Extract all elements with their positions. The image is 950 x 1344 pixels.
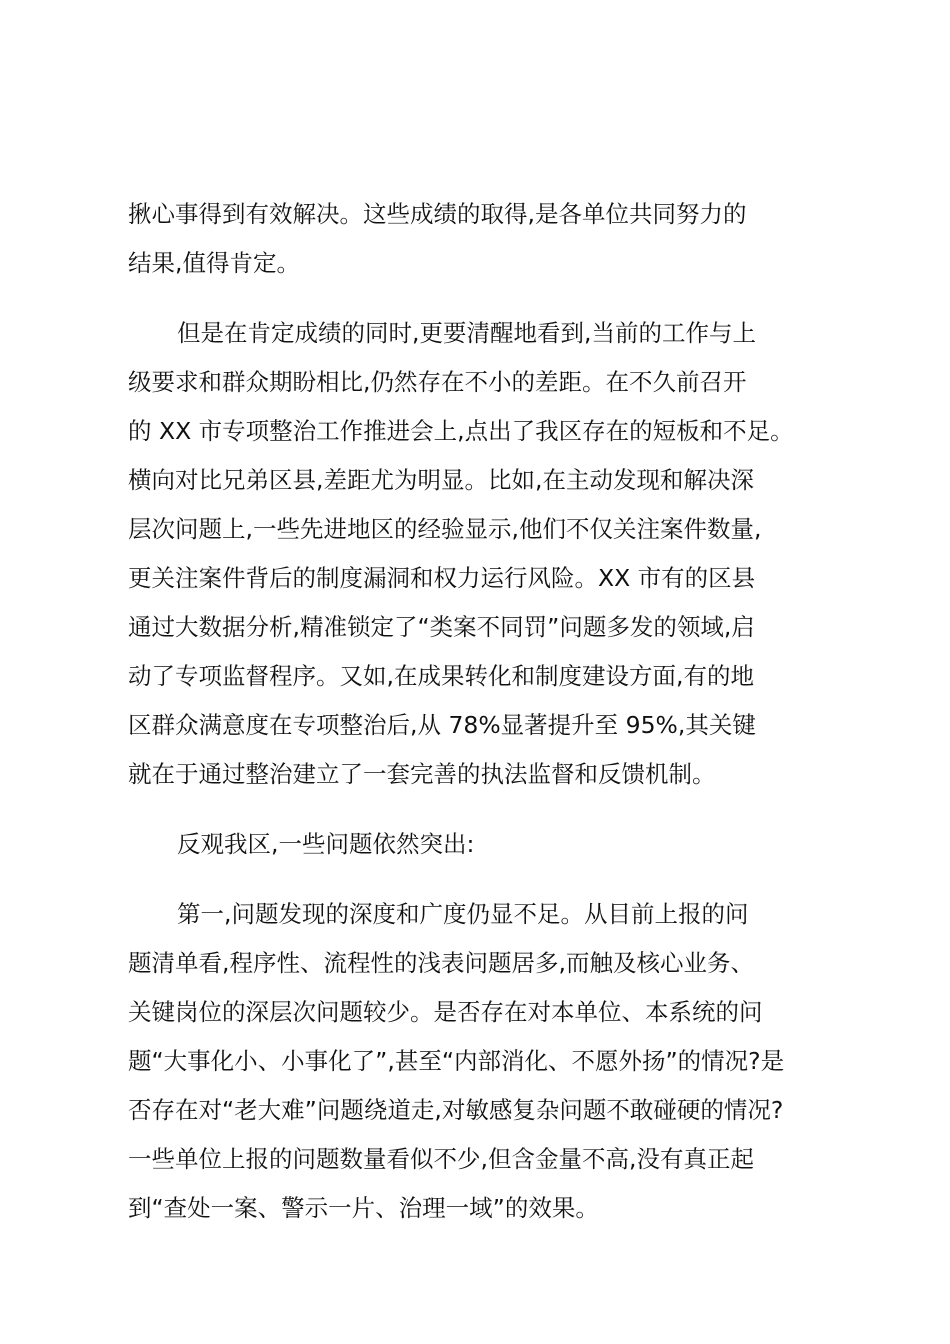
text-line: 横向对比兄弟区县,差距尤为明显。比如,在主动发现和解决深 <box>128 466 754 494</box>
text-line: 就在于通过整治建立了一套完善的执法监督和反馈机制。 <box>128 760 716 788</box>
document-body <box>128 190 838 1254</box>
paragraph-problems-intro <box>128 820 838 869</box>
text-line: 但是在肯定成绩的同时,更要清醒地看到,当前的工作与上 <box>177 319 756 347</box>
text-line: 关键岗位的深层次问题较少。是否存在对本单位、本系统的问 <box>128 998 763 1026</box>
text-line: 题清单看,程序性、流程性的浅表问题居多,而触及核心业务、 <box>128 949 754 977</box>
paragraph-problem-one <box>128 890 838 1233</box>
text-line: 层次问题上,一些先进地区的经验显示,他们不仅关注案件数量, <box>128 515 762 543</box>
text-line: 揪心事得到有效解决。这些成绩的取得,是各单位共同努力的 <box>128 200 747 228</box>
paragraph-gap-analysis <box>128 309 838 799</box>
text-line: 通过大数据分析,精准锁定了“类案不同罚”问题多发的领域,启 <box>128 613 755 641</box>
text-line: 到“查处一案、警示一片、治理一域”的效果。 <box>128 1194 599 1222</box>
paragraph-achievements-conclusion <box>128 190 838 288</box>
text-line: 级要求和群众期盼相比,仍然存在不小的差距。在不久前召开 <box>128 368 747 396</box>
text-line: 区群众满意度在专项整治后,从 78%显著提升至 95%,其关键 <box>128 711 756 739</box>
text-line: 的 XX 市专项整治工作推进会上,点出了我区存在的短板和不足。 <box>128 417 794 445</box>
text-line: 题“大事化小、小事化了”,甚至“内部消化、不愿外扬”的情况?是 <box>128 1047 785 1075</box>
text-line: 更关注案件背后的制度漏洞和权力运行风险。XX 市有的区县 <box>128 564 756 592</box>
text-line: 反观我区,一些问题依然突出: <box>177 830 475 858</box>
text-line: 动了专项监督程序。又如,在成果转化和制度建设方面,有的地 <box>128 662 754 690</box>
text-line: 结果,值得肯定。 <box>128 249 300 277</box>
text-line: 一些单位上报的问题数量看似不少,但含金量不高,没有真正起 <box>128 1145 754 1173</box>
text-line: 否存在对“老大难”问题绕道走,对敏感复杂问题不敢碰硬的情况? <box>128 1096 784 1124</box>
text-line: 第一,问题发现的深度和广度仍显不足。从目前上报的问 <box>177 900 749 928</box>
